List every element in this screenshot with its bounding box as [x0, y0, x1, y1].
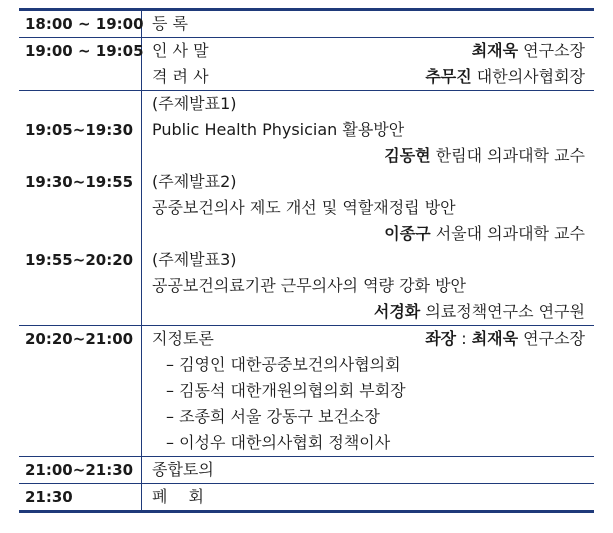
talk-tag: (주제발표1) [152, 94, 237, 113]
row-general-discussion [19, 457, 594, 484]
row-presentations [19, 91, 594, 326]
content-cell [142, 484, 594, 510]
presenter-name: 이종구 [384, 224, 431, 243]
program-schedule-table [19, 8, 594, 513]
panelist: – 김영인 대한공중보건의사협의회 [166, 355, 401, 374]
talk-time: 19:05~19:30 [25, 121, 134, 139]
content-cell [142, 38, 594, 90]
talk-time: 19:55~20:20 [25, 251, 134, 269]
presenter [152, 221, 585, 247]
presenter-affiliation: 한림대 의과대학 교수 [435, 146, 585, 165]
presenter-name: 서경화 [373, 302, 421, 321]
session-label: 인 사 말 [152, 41, 209, 60]
row-discussion [19, 326, 594, 457]
content-cell [142, 91, 594, 325]
session-title: 종합토의 [152, 460, 214, 479]
session-title: 지정토론 [152, 329, 214, 348]
speaker-role: 대한의사협회장 [476, 67, 585, 86]
chair-role: 연구소장 [523, 329, 585, 348]
time-cell: 18:00 ~ 19:00 [19, 11, 142, 37]
presenter-affiliation: 서울대 의과대학 교수 [435, 224, 585, 243]
talk-time: 19:30~19:55 [25, 173, 134, 191]
panelist: – 이성우 대한의사협회 정책이사 [166, 433, 391, 452]
time-cell: 19:00 ~ 19:05 [19, 38, 142, 90]
chair-separator: : [461, 329, 467, 348]
speaker-name: 추무진 [425, 67, 472, 86]
talk-title: Public Health Physician 활용방안 [152, 120, 405, 139]
presenter [152, 143, 585, 169]
opening-speech [152, 38, 585, 64]
content-cell [142, 11, 594, 37]
discussion-header [152, 326, 585, 352]
time-cell [19, 91, 142, 325]
content-cell [142, 326, 594, 456]
speaker [425, 64, 585, 90]
speaker [472, 38, 585, 64]
encouragement-speech [152, 64, 585, 90]
chair [425, 326, 585, 352]
content-cell [142, 457, 594, 483]
talk-tag: (주제발표2) [152, 172, 237, 191]
presenter-name: 김동현 [384, 146, 431, 165]
talk-title: 공중보건의사 제도 개선 및 역할재정립 방안 [152, 198, 456, 217]
presenter-affiliation: 의료정책연구소 연구원 [425, 302, 585, 321]
row-opening [19, 38, 594, 91]
panelist: – 김동석 대한개원의협의회 부회장 [166, 381, 406, 400]
chair-label: 좌장 [425, 329, 457, 348]
panelist: – 조종희 서울 강동구 보건소장 [166, 407, 380, 426]
time-cell: 21:30 [19, 484, 142, 510]
row-registration [19, 11, 594, 38]
row-closing [19, 484, 594, 510]
speaker-name: 최재욱 [471, 41, 519, 60]
time-cell: 21:00~21:30 [19, 457, 142, 483]
session-title: 등 록 [152, 14, 188, 33]
time-cell: 20:20~21:00 [19, 326, 142, 456]
session-label: 격 려 사 [152, 67, 209, 86]
presenter [152, 299, 585, 325]
talk-title: 공공보건의료기관 근무의사의 역량 강화 방안 [152, 276, 467, 295]
talk-tag: (주제발표3) [152, 250, 237, 269]
session-title: 폐 회 [152, 487, 212, 506]
speaker-role: 연구소장 [523, 41, 585, 60]
chair-name: 최재욱 [471, 329, 519, 348]
